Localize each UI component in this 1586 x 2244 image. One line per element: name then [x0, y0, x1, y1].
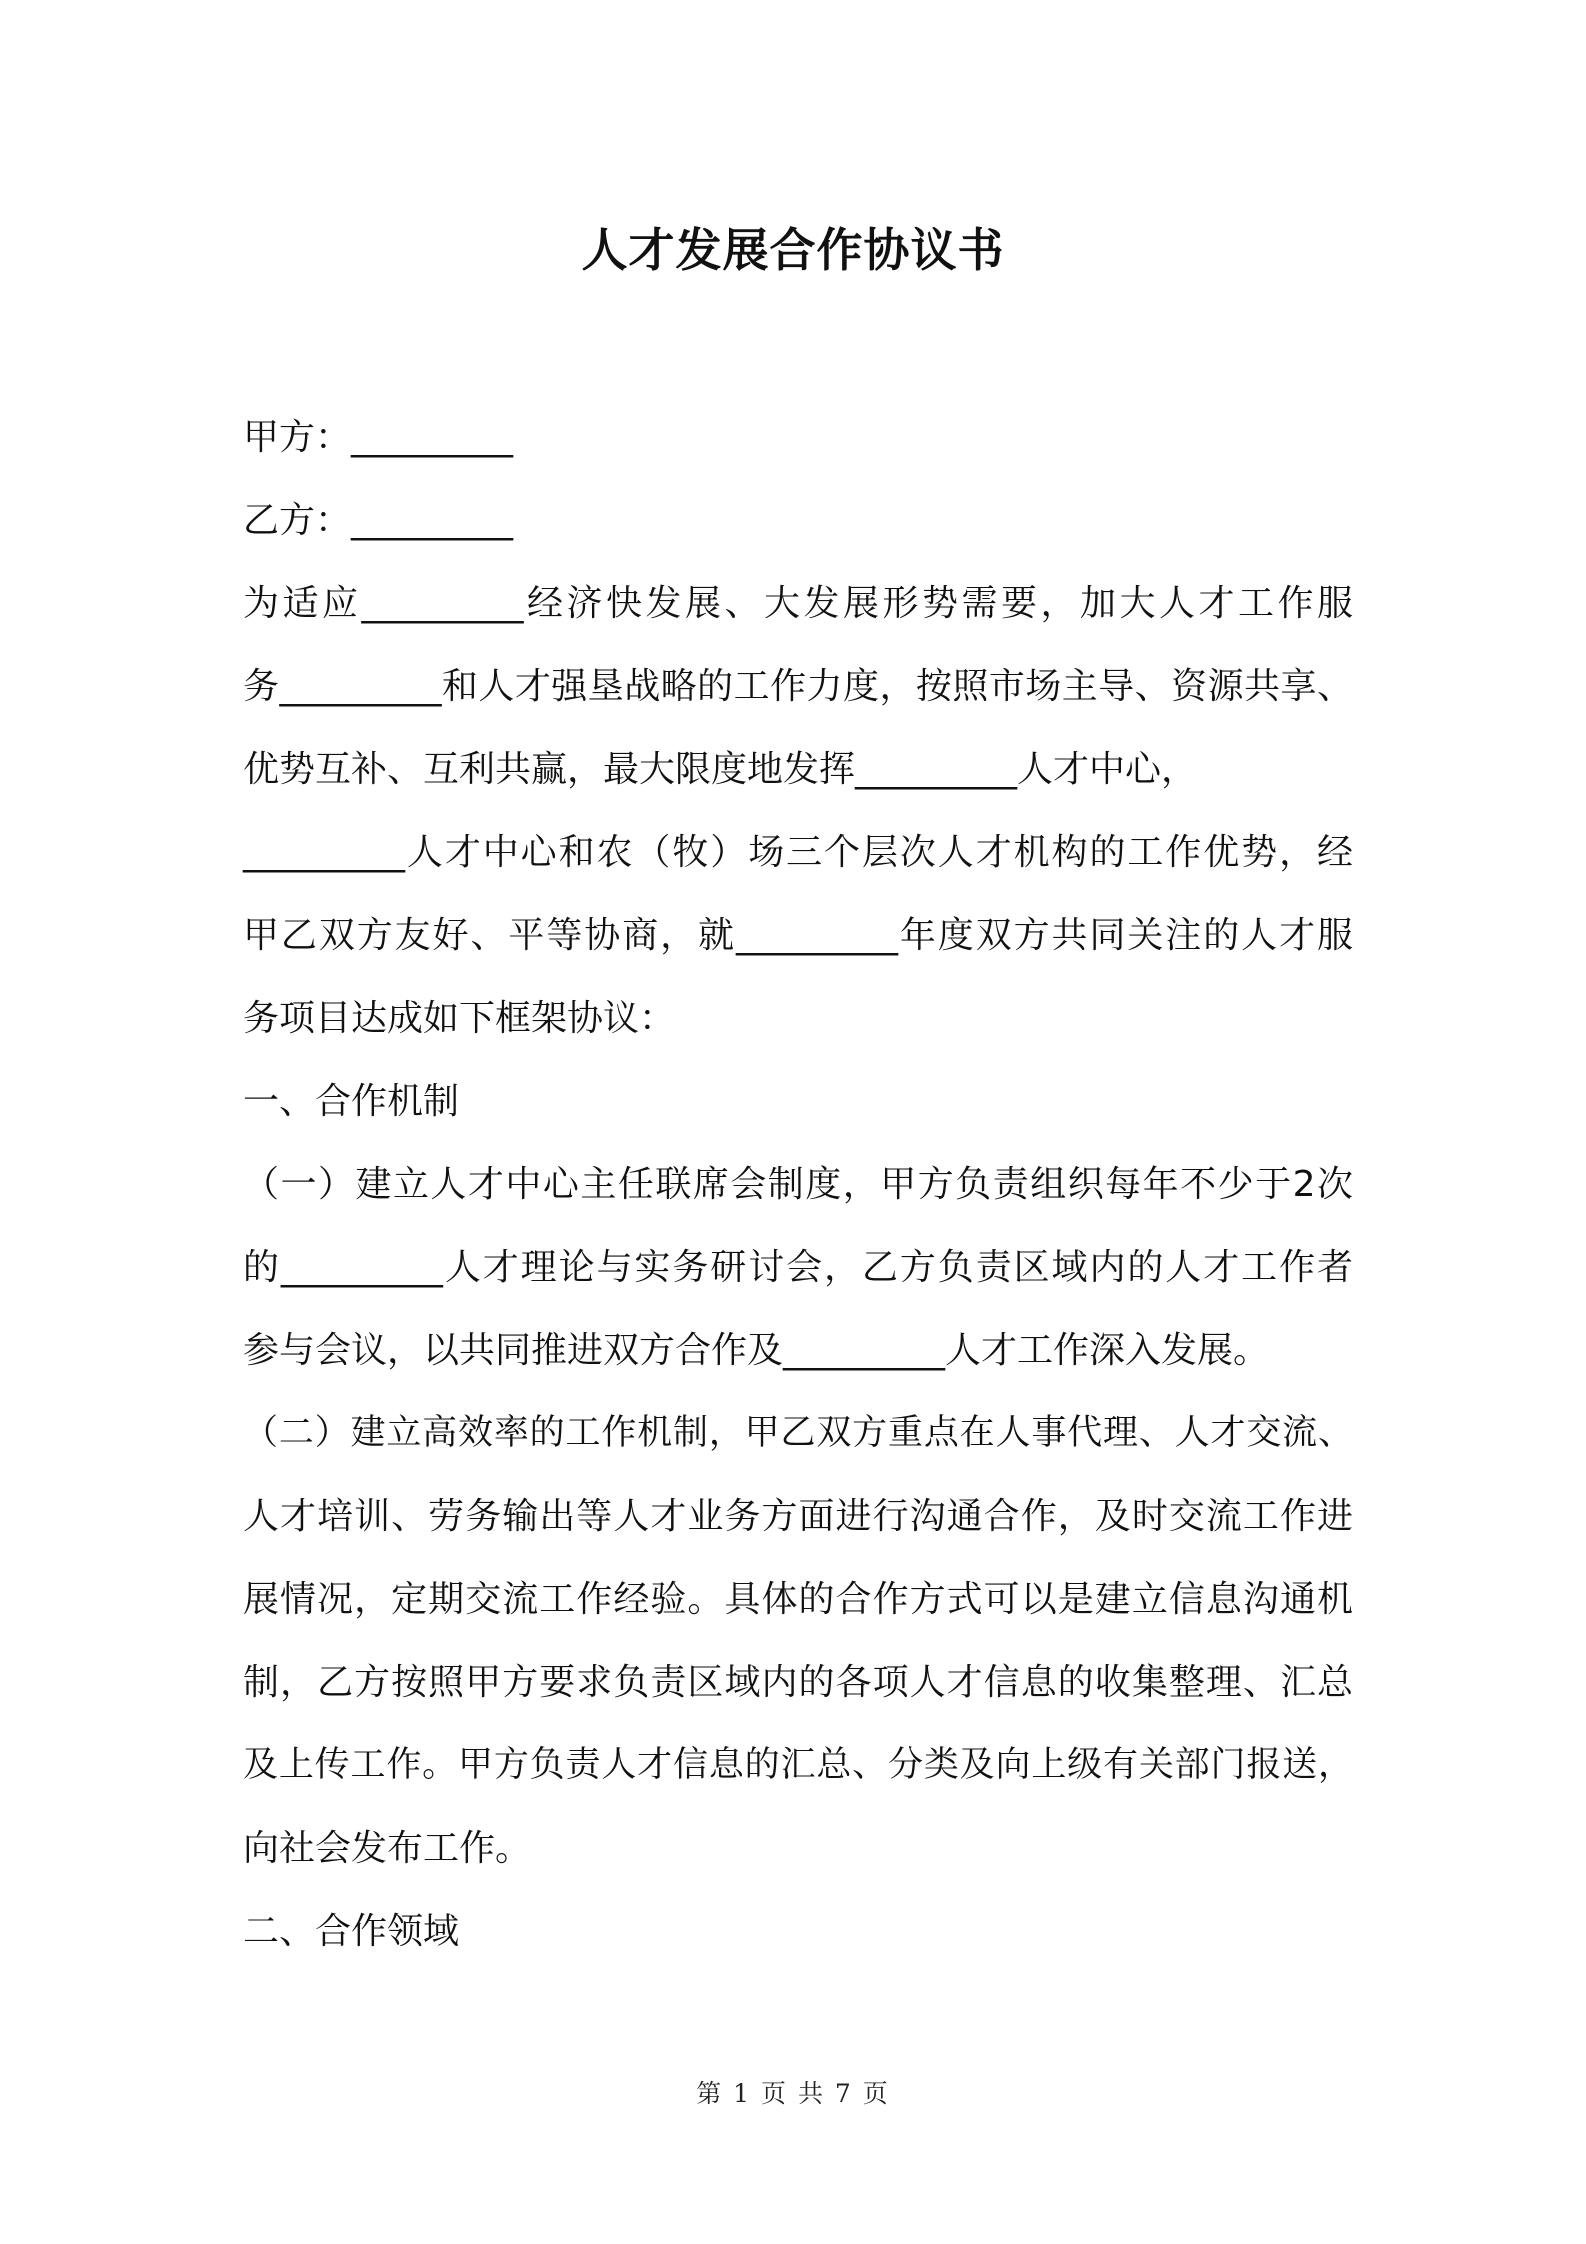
paragraph-line: 为适应_________经济快发展、大发展形势需要，加大人才工作服 [243, 583, 1353, 624]
paragraph-line: 务_________和人才强垦战略的工作力度，按照市场主导、资源共享、 [243, 666, 1353, 707]
paragraph-line: （一）建立人才中心主任联席会制度，甲方负责组织每年不少于2次 [243, 1164, 1353, 1205]
document-title: 人才发展合作协议书 [581, 223, 1005, 277]
page-footer: 第 1 页 共 7 页 [696, 2079, 890, 2108]
paragraph-line: 的_________人才理论与实务研讨会，乙方负责区域内的人才工作者 [243, 1247, 1353, 1288]
paragraph-line: 向社会发布工作。 [243, 1828, 532, 1869]
section-heading-2: 二、合作领域 [243, 1911, 460, 1952]
paragraph-line: 参与会议，以共同推进双方合作及_________人才工作深入发展。 [243, 1330, 1270, 1371]
paragraph-line: 展情况，定期交流工作经验。具体的合作方式可以是建立信息沟通机 [243, 1579, 1353, 1620]
paragraph-line: 甲乙双方友好、平等协商，就_________年度双方共同关注的人才服 [243, 915, 1353, 956]
party-b-line: 乙方：_________ [243, 500, 514, 541]
paragraph-line: 制，乙方按照甲方要求负责区域内的各项人才信息的收集整理、汇总 [243, 1662, 1353, 1703]
party-a-line: 甲方：_________ [243, 417, 514, 458]
paragraph-line: _________人才中心和农（牧）场三个层次人才机构的工作优势，经 [243, 832, 1353, 873]
paragraph-line: 优势互补、互利共赢，最大限度地发挥_________人才中心， [243, 749, 1198, 790]
paragraph-line: 人才培训、劳务输出等人才业务方面进行沟通合作，及时交流工作进 [243, 1496, 1353, 1537]
paragraph-line: 及上传工作。甲方负责人才信息的汇总、分类及向上级有关部门报送， [243, 1745, 1353, 1785]
paragraph-line: 务项目达成如下框架协议： [243, 998, 676, 1039]
document-body [243, 396, 1353, 1973]
section-heading-1: 一、合作机制 [243, 1081, 460, 1122]
paragraph-line: （二）建立高效率的工作机制，甲乙双方重点在人事代理、人才交流、 [243, 1413, 1353, 1453]
